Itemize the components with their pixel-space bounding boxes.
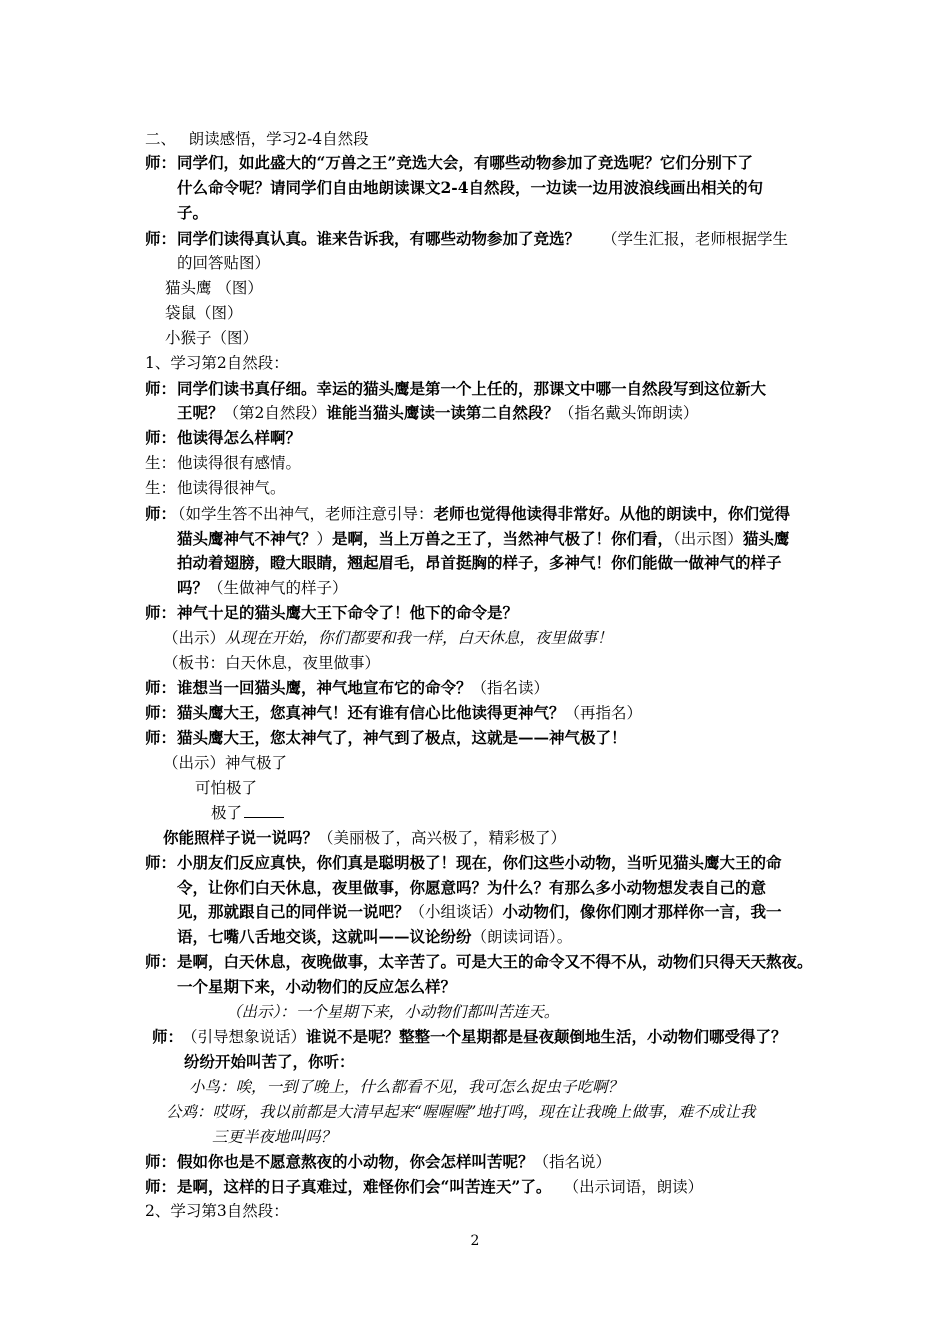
teacher-speaker-label: 师： bbox=[152, 1027, 184, 1046]
page-number: 2 bbox=[470, 1233, 480, 1249]
teacher-line bbox=[177, 925, 572, 949]
teacher-line: 什么命令呢？请同学们自由地朗读课文2-4自然段，一边读一边用波浪线画出相关的句 bbox=[177, 178, 764, 197]
student-speaker-label: 生： bbox=[145, 479, 177, 497]
teacher-speaker-label: 师： bbox=[145, 603, 177, 622]
teacher-line bbox=[177, 227, 788, 251]
subsection-heading: 1、学习第2自然段： bbox=[145, 354, 289, 372]
teacher-speaker-label: 师： bbox=[145, 678, 177, 697]
animal-list-item: 小猴子（图） bbox=[165, 329, 259, 347]
teacher-speech: 小动物们，像你们刚才那样你一言，我一 bbox=[502, 902, 782, 921]
teacher-speaker-label: 师： bbox=[145, 504, 177, 523]
teacher-line bbox=[177, 527, 789, 551]
teacher-speech: 谁想当一回猫头鹰，神气地宣布它的命令？ bbox=[177, 678, 472, 697]
teacher-line bbox=[177, 900, 782, 924]
teacher-line bbox=[163, 826, 566, 850]
stage-note: （出示词语，朗读） bbox=[571, 1178, 704, 1196]
teacher-speaker-label: 师： bbox=[145, 853, 177, 872]
teacher-line: 一个星期下来，小动物们的反应怎么样？ bbox=[177, 977, 457, 996]
student-line: 他读得很神气。 bbox=[177, 479, 286, 497]
teacher-speech: 谁说不是呢？整整一个星期都是昼夜颠倒地生活，小动物们哪受得了？ bbox=[306, 1027, 787, 1046]
teacher-line: 纷纷开始叫苦了，你听： bbox=[184, 1052, 355, 1071]
teacher-speaker-label: 师： bbox=[145, 229, 177, 248]
display-content: 从现在开始，你们都要和我一样，白天休息，夜里做事！ bbox=[225, 629, 613, 647]
blackboard-note: （板书：白天休息，夜里做事） bbox=[163, 654, 381, 672]
teacher-line: 拍动着翅膀，瞪大眼睛，翘起眉毛，昂首挺胸的样子，多神气！你们能做一做神气的样子 bbox=[177, 553, 782, 572]
teacher-speech: 猫头鹰神气不神气？ bbox=[177, 529, 317, 548]
teacher-line: 猫头鹰大王，您太神气了，神气到了极点，这就是——神气极了！ bbox=[177, 728, 627, 747]
teacher-line: 子。 bbox=[177, 203, 209, 222]
teacher-line: 同学们，如此盛大的“万兽之王”竞选大会，有哪些动物参加了竞选呢？它们分别下了 bbox=[177, 153, 753, 172]
teacher-speech: 见，那就跟自己的同伴说一说吧？ bbox=[177, 902, 410, 921]
display-content: 极了 bbox=[211, 804, 243, 822]
teacher-speaker-label: 师： bbox=[145, 728, 177, 747]
stage-note: （指名戴头饰朗读） bbox=[558, 404, 699, 422]
teacher-speech: 同学们读得真认真。谁来告诉我，有哪些动物参加了竞选？ bbox=[177, 229, 581, 248]
stage-note: （指名说） bbox=[533, 1153, 612, 1171]
teacher-line: 同学们读书真仔细。幸运的猫头鹰是第一个上任的，那课文中哪一自然段写到这位新大 bbox=[177, 379, 767, 398]
bird-dialogue: 小鸟：唉，一到了晚上，什么都看不见，我可怎么捉虫子吃啊？ bbox=[189, 1078, 624, 1096]
rooster-dialogue: 公鸡：哎呀，我以前都是大清早起来“喔喔喔”地打鸣，现在让我晚上做事，难不成让我 bbox=[166, 1103, 756, 1121]
teacher-speech: 谁能当猫头鹰读一读第二自然段？ bbox=[326, 403, 559, 422]
teacher-line bbox=[177, 701, 642, 725]
stage-note: （指名读） bbox=[471, 679, 550, 697]
animal-list-item: 猫头鹰 （图） bbox=[165, 279, 263, 297]
teacher-line bbox=[177, 676, 549, 700]
animal-list-item: 袋鼠（图） bbox=[165, 304, 243, 322]
teacher-speech: 猫头鹰 bbox=[742, 529, 790, 548]
stage-note: （如学生答不出神气，老师注意引导： bbox=[170, 505, 434, 523]
stage-note: （再指名） bbox=[564, 704, 643, 722]
teacher-speech: 吗？ bbox=[177, 578, 209, 597]
teacher-speaker-label: 师： bbox=[145, 1152, 177, 1171]
teacher-line bbox=[182, 1025, 787, 1049]
display-text: 可怕极了 bbox=[195, 779, 258, 797]
student-speaker-label: 生： bbox=[145, 454, 177, 472]
teacher-speaker-label: 师： bbox=[145, 379, 177, 398]
teacher-line: 是啊，白天休息，夜晚做事，太辛苦了。可是大王的命令又不得不从，动物们只得天天熬夜。 bbox=[177, 952, 813, 971]
section-heading: 二、 朗读感悟，学习2-4自然段 bbox=[145, 130, 369, 148]
teacher-speaker-label: 师： bbox=[145, 153, 177, 172]
teacher-line: 令，让你们白天休息，夜里做事，你愿意吗？为什么？有那么多小动物想发表自己的意 bbox=[177, 878, 767, 897]
stage-note: ） bbox=[316, 530, 333, 548]
teacher-speech: 猫头鹰大王，您真神气！还有谁有信心比他读得更神气？ bbox=[177, 703, 565, 722]
stage-note: （出示图） bbox=[673, 530, 743, 548]
teacher-speech: 你能照样子说一说吗？ bbox=[163, 828, 319, 847]
teacher-line bbox=[177, 1175, 703, 1199]
stage-note: （引导想象说话） bbox=[182, 1028, 307, 1046]
teacher-line bbox=[177, 401, 698, 425]
blank-line bbox=[244, 803, 284, 818]
teacher-speaker-label: 师： bbox=[145, 428, 177, 447]
stage-note: （小组谈话） bbox=[409, 903, 503, 921]
teacher-speech: 语，七嘴八舌地交谈，这就叫——议论纷纷 bbox=[177, 927, 472, 946]
teacher-line bbox=[177, 576, 348, 600]
teacher-line: 他读得怎么样啊？ bbox=[177, 428, 302, 447]
teacher-speaker-label: 师： bbox=[145, 952, 177, 971]
stage-note: （第2自然段） bbox=[223, 404, 327, 422]
stage-note: 的回答贴图） bbox=[177, 254, 271, 272]
stage-note: （朗读词语）。 bbox=[471, 928, 573, 946]
teacher-line bbox=[170, 502, 790, 526]
display-text bbox=[211, 801, 284, 825]
stage-note: （生做神气的样子） bbox=[208, 579, 348, 597]
teacher-line: 神气十足的猫头鹰大王下命令了！他下的命令是？ bbox=[177, 603, 519, 622]
display-prefix: （出示） bbox=[163, 629, 226, 647]
teacher-speech: 王呢？ bbox=[177, 403, 224, 422]
subsection-heading: 2、学习第3自然段： bbox=[145, 1202, 289, 1220]
display-text: （出示）：一个星期下来，小动物们都叫苦连天。 bbox=[226, 1003, 560, 1021]
stage-note: （学生汇报，老师根据学生 bbox=[602, 230, 789, 248]
teacher-speech: 是啊，这样的日子真难过，难怪你们会“叫苦连天”了。 bbox=[177, 1177, 552, 1196]
student-line: 他读得很有感情。 bbox=[177, 454, 302, 472]
teacher-speech: 是啊，当上万兽之王了，当然神气极了！你们看， bbox=[332, 529, 674, 548]
teacher-speaker-label: 师： bbox=[145, 703, 177, 722]
rooster-dialogue: 三更半夜地叫吗？ bbox=[212, 1128, 337, 1146]
teacher-speech: 假如你也是不愿意熬夜的小动物，你会怎样叫苦呢？ bbox=[177, 1152, 534, 1171]
teacher-line: 小朋友们反应真快，你们真是聪明极了！现在，你们这些小动物，当听见猫头鹰大王的命 bbox=[177, 853, 782, 872]
teacher-speech: 老师也觉得他读得非常好。从他的朗读中，你们觉得 bbox=[433, 504, 791, 523]
display-text bbox=[163, 626, 613, 650]
stage-note: （美丽极了，高兴极了，精彩极了） bbox=[318, 829, 567, 847]
teacher-speaker-label: 师： bbox=[145, 1177, 177, 1196]
teacher-line bbox=[177, 1150, 611, 1174]
display-text: （出示）神气极了 bbox=[163, 754, 288, 772]
